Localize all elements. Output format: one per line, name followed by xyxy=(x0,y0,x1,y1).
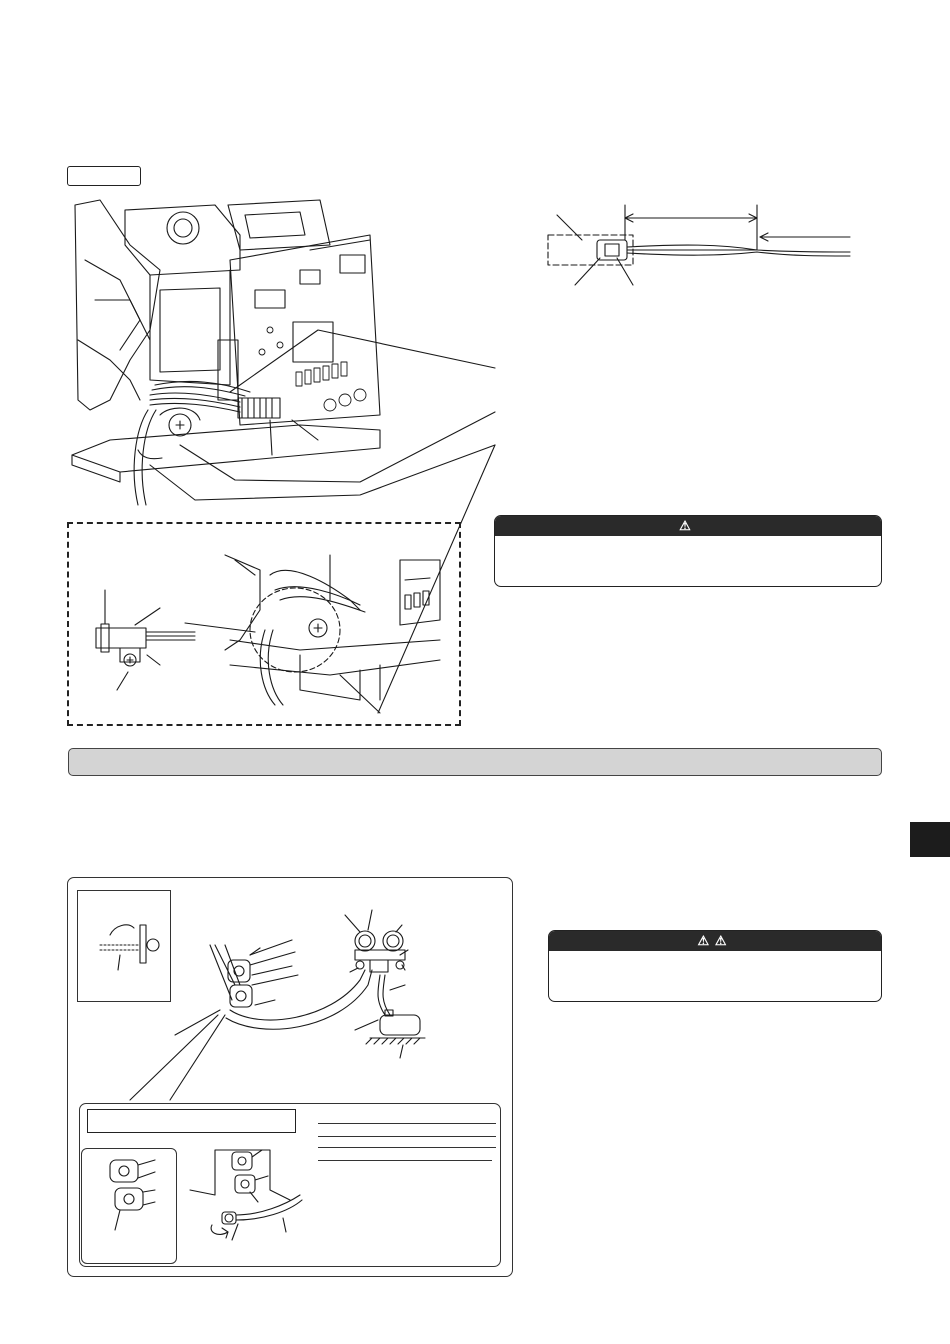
warning-box xyxy=(494,515,882,587)
text-rule xyxy=(318,1160,492,1161)
text-rule xyxy=(318,1147,496,1148)
page-tab-marker xyxy=(910,822,950,857)
text-rule xyxy=(318,1136,496,1137)
warning-box xyxy=(548,930,882,1002)
warning-triangle-icon: ⚠ xyxy=(714,933,727,948)
inner-valve-inset xyxy=(81,1148,177,1264)
valve-rotation-inset xyxy=(77,890,171,1002)
detail-panel-dashed xyxy=(67,522,461,726)
warning-header xyxy=(495,516,881,536)
text-rule xyxy=(318,1123,496,1124)
section-heading-bar xyxy=(68,748,882,776)
warning-triangle-icon: ⚠ xyxy=(679,518,691,533)
warning-body xyxy=(549,951,881,979)
pcb-wiring-drawing xyxy=(72,200,495,505)
inner-detail-label-box xyxy=(87,1109,296,1133)
warning-header xyxy=(549,931,881,951)
warning-triangle-icon: ⚠ xyxy=(697,933,710,948)
sensor-lead-drawing xyxy=(548,205,850,285)
warning-body xyxy=(495,536,881,564)
